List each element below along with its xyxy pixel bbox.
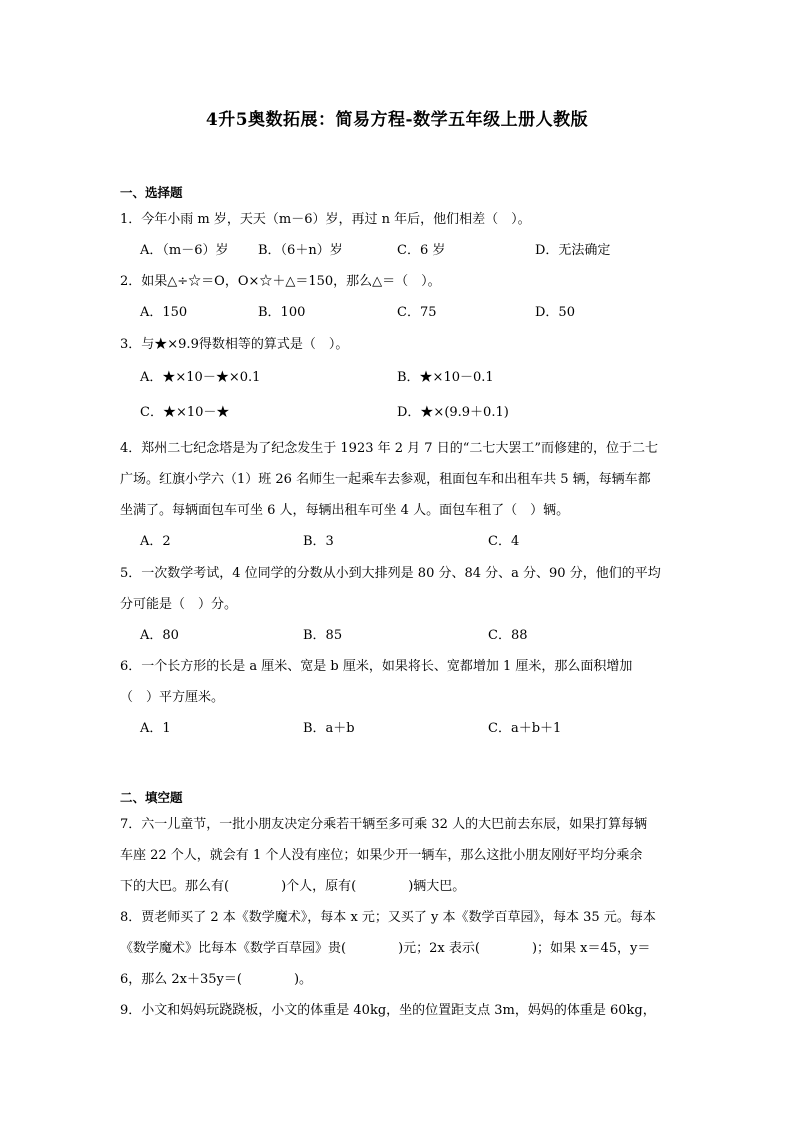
q4-option-a: A．2 [140,534,171,549]
question-4-line-1: 4．郑州二七纪念塔是为了纪念发生于 1923 年 2 月 7 日的“二七大罢工”而修建的，位于二七 [120,441,658,456]
q1-option-a: A．（m－6）岁 [140,243,229,258]
q1-option-c: C．6 岁 [397,243,446,258]
question-7-line-1: 7．六一儿童节，一批小朋友决定分乘若干辆至多可乘 32 人的大巴前去东辰，如果打算每辆 [120,817,648,832]
q2-option-a: A．150 [140,305,188,320]
question-9: 9．小文和妈妈玩跷跷板，小文的体重是 40kg，坐的位置距支点 3m，妈妈的体重是 60kg， [120,1003,656,1018]
question-5-line-2: 分可能是（ ）分。 [120,597,238,612]
q6-option-c: C．a＋b＋1 [488,721,562,736]
q3-option-c: C．★×10－★ [140,405,230,420]
q5-option-b: B．85 [303,628,343,643]
question-7-line-2: 车座 22 个人，就会有 1 个人没有座位；如果少开一辆车，那么这批小朋友刚好平均分乘余 [120,848,643,863]
section-heading-choice: 一、选择题 [120,185,183,200]
page-title: 4升5奥数拓展：简易方程-数学五年级上册人教版 [205,110,589,130]
q2-option-b: B．100 [258,305,306,320]
question-1: 1．今年小雨 m 岁，天天（m－6）岁，再过 n 年后，他们相差（ ）。 [120,212,531,227]
q4-option-b: B．3 [303,534,334,549]
q2-option-c: C．75 [397,305,437,320]
question-4-line-2: 广场。红旗小学六（1）班 26 名师生一起乘车去参观，租面包车和出租车共 5 辆，每辆车都 [120,472,651,487]
q2-option-d: D．50 [535,305,575,320]
question-7-line-3: 下的大巴。那么有( )个人，原有( )辆大巴。 [120,879,466,894]
question-3: 3．与★×9.9得数相等的算式是（ ）。 [120,337,349,352]
question-8-line-1: 8．贾老师买了 2 本《数学魔术》，每本 x 元；又买了 y 本《数学百草园》，每本 35 元。每本 [120,910,656,925]
section-heading-fill-blank: 二、填空题 [120,790,183,805]
question-8-line-3: 6，那么 2x＋35y＝( )。 [120,972,313,987]
question-2: 2．如果△÷☆＝O，O×☆＋△＝150，那么△＝（ ）。 [120,274,441,289]
q4-option-c: C．4 [488,534,520,549]
question-6-line-2: （ ）平方厘米。 [120,690,225,705]
q1-option-d: D．无法确定 [535,243,611,258]
question-6-line-1: 6．一个长方形的长是 a 厘米、宽是 b 厘米，如果将长、宽都增加 1 厘米，那么面积增加 [120,659,633,674]
question-8-line-2: 《数学魔术》比每本《数学百草园》贵( )元；2x 表示( )；如果 x＝45，y＝ [120,941,651,956]
q5-option-a: A．80 [140,628,179,643]
q1-option-b: B．（6＋n）岁 [258,243,343,258]
q3-option-a: A．★×10－★×0.1 [140,370,261,385]
q3-option-b: B．★×10－0.1 [397,370,494,385]
q5-option-c: C．88 [488,628,528,643]
q6-option-b: B．a＋b [303,721,355,736]
q3-option-d: D．★×(9.9＋0.1) [397,405,509,420]
question-4-line-3: 坐满了。每辆面包车可坐 6 人，每辆出租车可坐 4 人。面包车租了（ ）辆。 [120,503,570,518]
q6-option-a: A．1 [140,721,171,736]
question-5-line-1: 5．一次数学考试，4 位同学的分数从小到大排列是 80 分、84 分、a 分、90 分，他们的平均 [120,566,661,581]
